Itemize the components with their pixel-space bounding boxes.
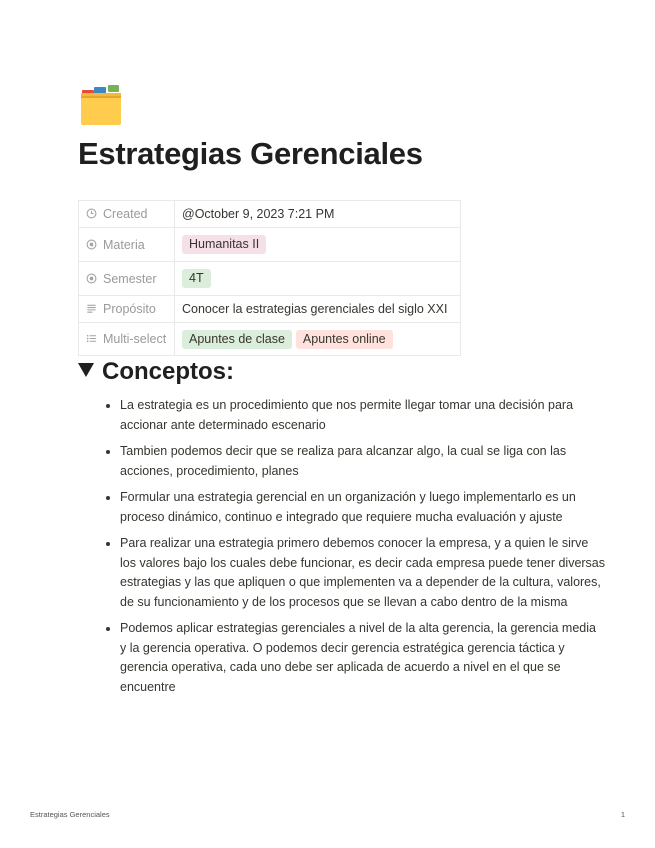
- property-label: Propósito: [103, 302, 156, 316]
- page-title: Estrategias Gerenciales: [78, 136, 423, 171]
- list-item: • Tambien podemos decir que se realiza para alcanzar algo, la cual se liga con las acciones, procedimiento, planes: [120, 442, 605, 481]
- properties-table: [78, 200, 461, 356]
- property-row-proposito: [79, 296, 461, 323]
- section-heading[interactable]: [78, 358, 234, 386]
- text-icon: [86, 303, 97, 314]
- footer-title: Estrategias Gerenciales: [30, 810, 110, 819]
- list-icon: [86, 333, 97, 344]
- property-value-semester[interactable]: [175, 262, 461, 296]
- list-item: • Para realizar una estrategia primero debemos conocer la empresa, y a quien le sirve los valores bajo los cuales debe funcionar, es decir cada empresa puede tener diversas estrategias y las que apliquen o que implementen va a depender de la cultura, valores, de su funcionamiento y de los procesos que se llevan a cabo dentro de la misma: [120, 534, 605, 612]
- property-row-semester: [79, 262, 461, 296]
- property-row-multiselect: [79, 323, 461, 356]
- property-label: Multi-select: [103, 332, 167, 346]
- property-key-created: [79, 201, 175, 228]
- multiselect-tag[interactable]: Apuntes de clase: [182, 330, 292, 349]
- footer-page-number: 1: [620, 810, 625, 819]
- property-key-multiselect: [79, 323, 175, 356]
- list-item: • Formular una estrategia gerencial en un organización y luego implementarlo es un proceso dinámico, continuo e integrado que requiere mucha evaluación y ajuste: [120, 488, 605, 527]
- property-label: Semester: [103, 271, 157, 286]
- card-index-dividers-icon: [80, 84, 122, 126]
- property-row-materia: [79, 228, 461, 262]
- property-key-materia: [79, 228, 175, 262]
- property-label: Created: [103, 207, 148, 221]
- property-value-multiselect[interactable]: [175, 323, 461, 356]
- multiselect-tag[interactable]: Apuntes online: [296, 330, 393, 349]
- property-row-created: [79, 201, 461, 228]
- select-icon: [86, 239, 97, 250]
- property-label: Materia: [103, 237, 145, 252]
- semester-tag[interactable]: 4T: [182, 269, 211, 288]
- bullet-list: [100, 396, 605, 704]
- property-value-materia[interactable]: [175, 228, 461, 262]
- section-heading-text: Conceptos:: [102, 358, 234, 385]
- property-value-proposito[interactable]: Conocer la estrategias gerenciales del siglo XXI: [175, 296, 461, 323]
- property-value-created[interactable]: @October 9, 2023 7:21 PM: [175, 201, 461, 228]
- select-icon: [86, 273, 97, 284]
- property-key-proposito: [79, 296, 175, 323]
- clock-icon: [86, 208, 97, 219]
- list-item: • La estrategia es un procedimiento que nos permite llegar tomar una decisión para accionar ante determinado escenario: [120, 396, 605, 435]
- list-item: • Podemos aplicar estrategias gerenciales a nivel de la alta gerencia, la gerencia media y la gerencia operativa. O podemos decir gerencia estratégica gerencia táctica y gerencia operativa, cada uno debe ser aplicada de acuerdo a nivel en el que se encuentre: [120, 619, 605, 697]
- property-key-semester: [79, 262, 175, 296]
- toggle-triangle-icon[interactable]: [78, 363, 94, 377]
- materia-tag[interactable]: Humanitas II: [182, 235, 266, 254]
